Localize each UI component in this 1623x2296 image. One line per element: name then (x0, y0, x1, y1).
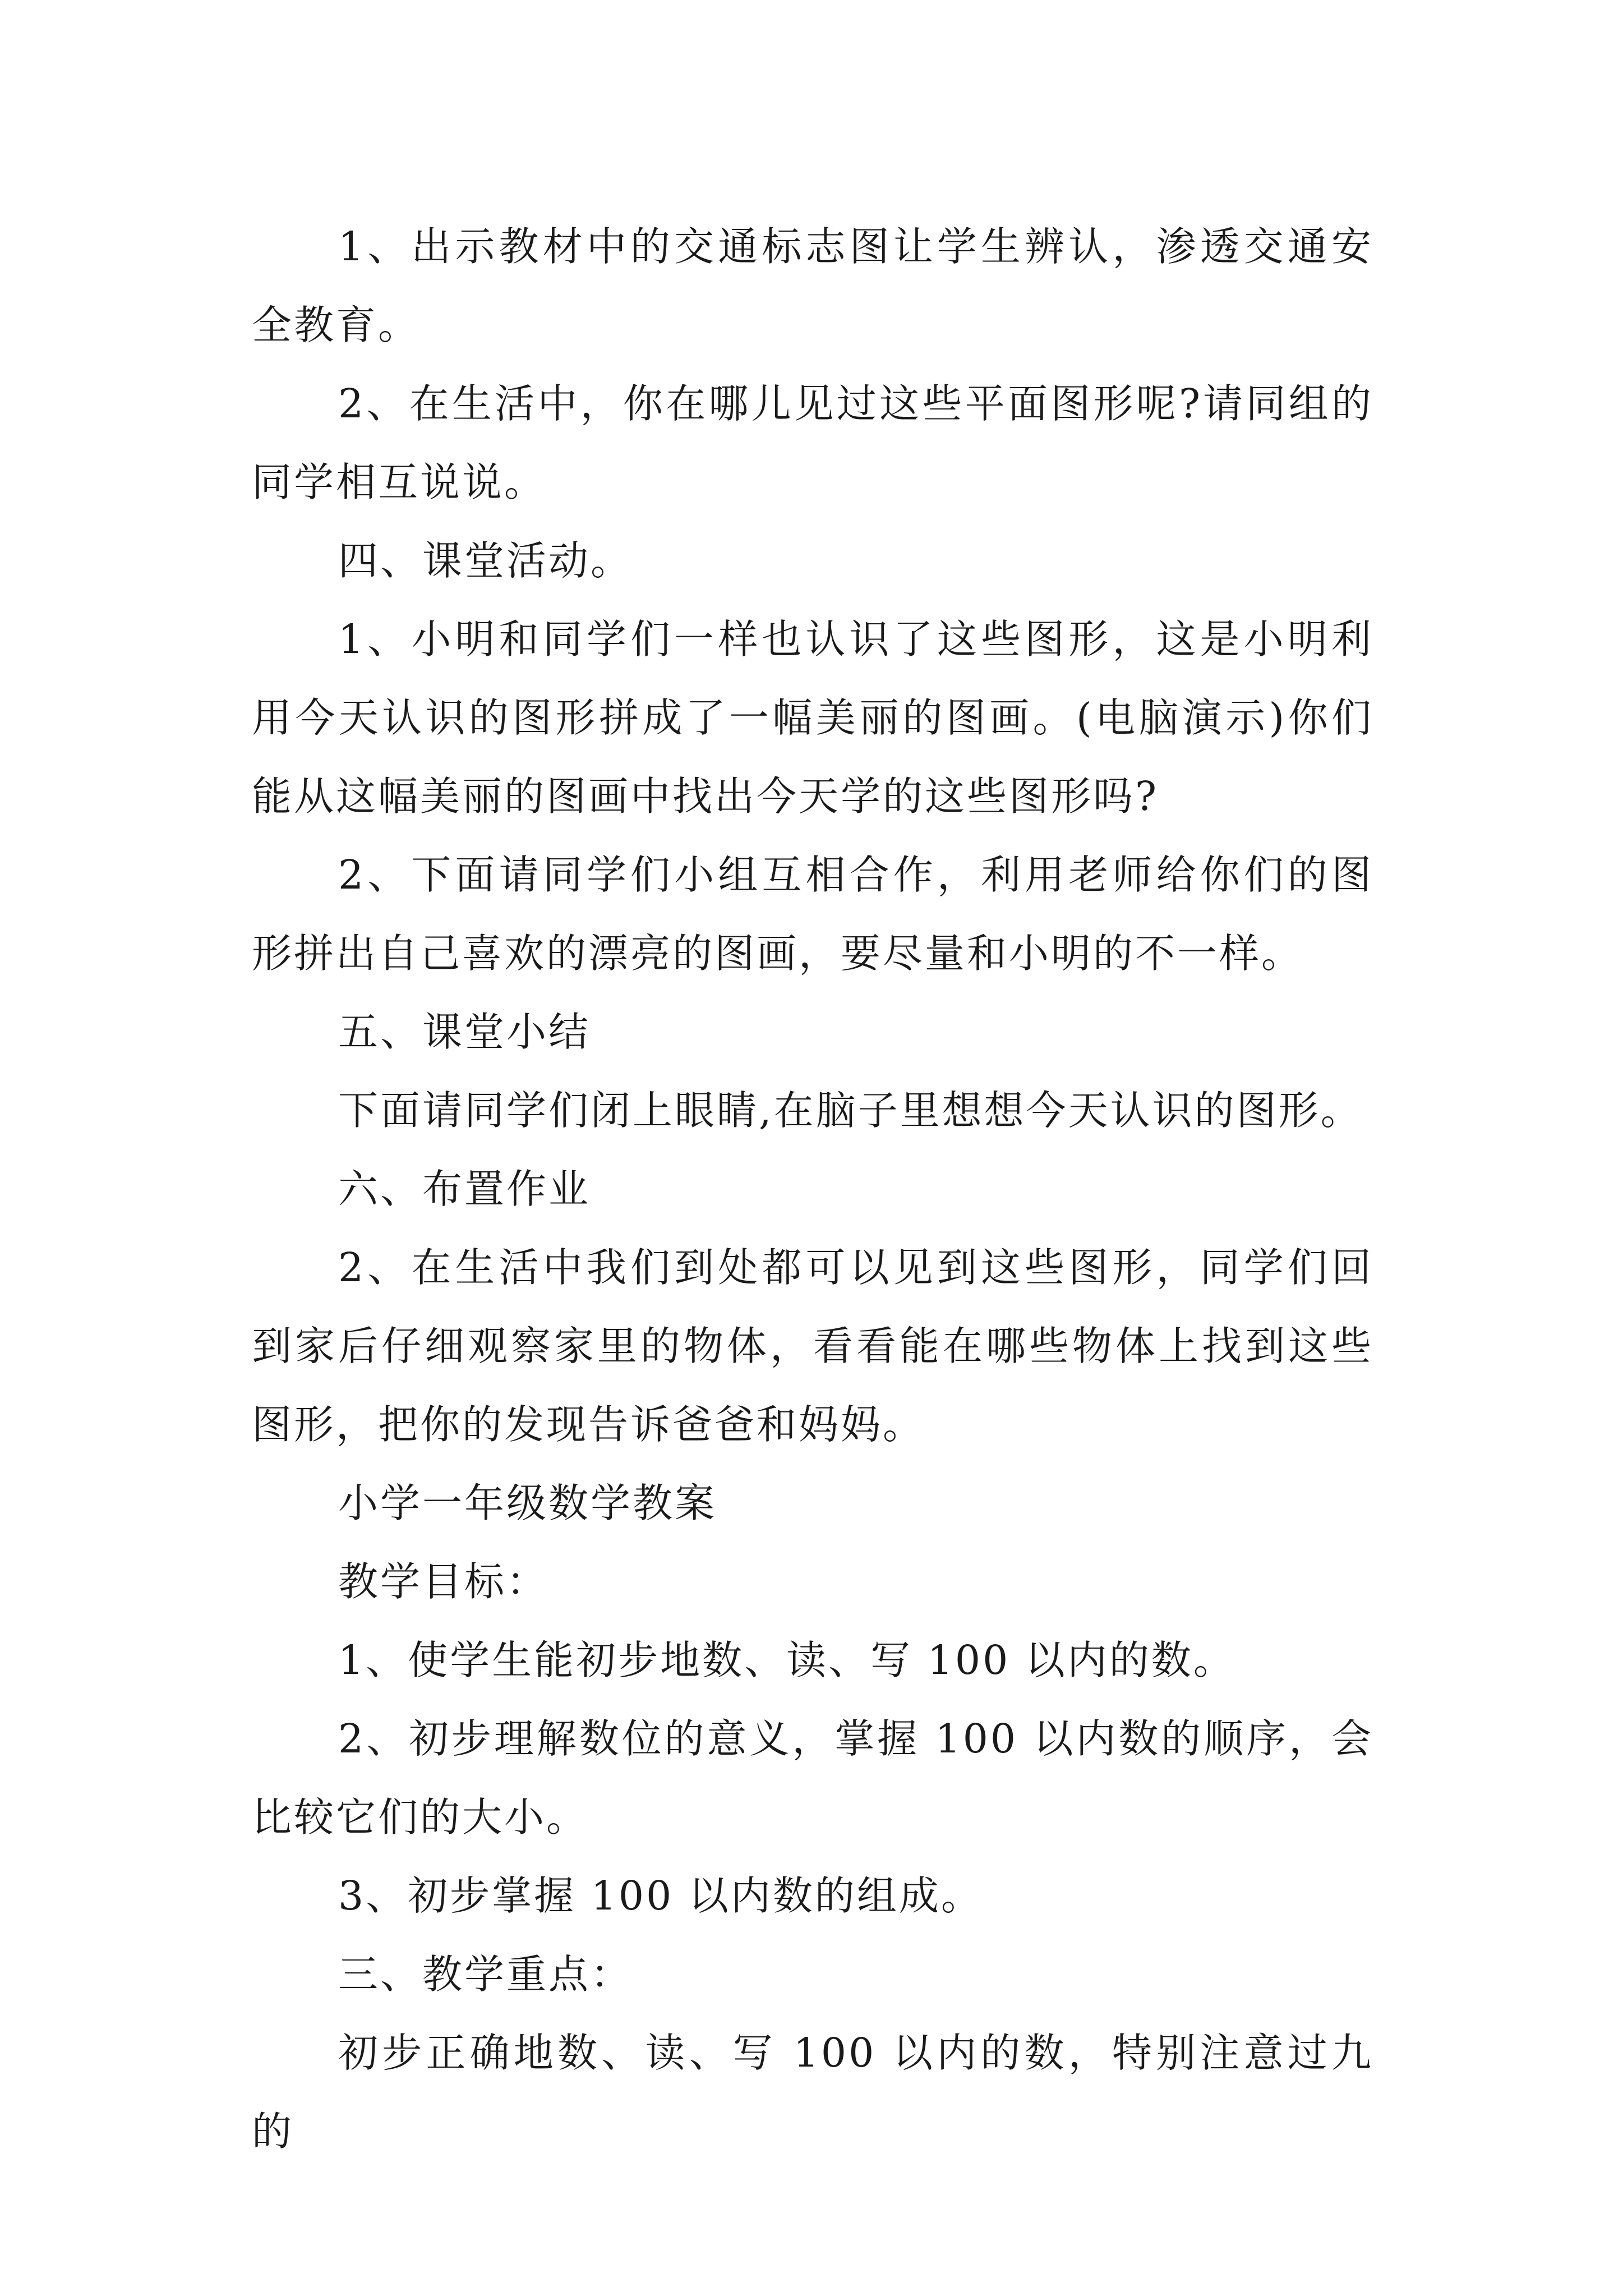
paragraph-xiaoming-picture: 1、小明和同学们一样也认识了这些图形，这是小明利用今天认识的图形拼成了一幅美丽的图画。(电脑演示)你们能从这幅美丽的图画中找出今天学的这些图形吗? (252, 616, 1373, 820)
goal-item-1: 1、使学生能初步地数、读、写 100 以内的数。 (338, 1637, 1235, 1683)
heading-teaching-focus: 三、教学重点： (338, 1951, 633, 1998)
goal-item-3: 3、初步掌握 100 以内数的组成。 (338, 1872, 983, 1919)
paragraph-teaching-focus: 初步正确地数、读、写 100 以内的数，特别注意过九的 (252, 2030, 1373, 2155)
heading-class-activity: 四、课堂活动。 (338, 537, 633, 584)
goal-item-2: 2、初步理解数位的意义，掌握 100 以内数的顺序，会比较它们的大小。 (252, 1715, 1373, 1841)
paragraph-traffic-signs: 1、出示教材中的交通标志图让学生辨认，渗透交通安全教育。 (252, 223, 1373, 348)
paragraph-group-cooperation: 2、下面请同学们小组互相合作，利用老师给你们的图形拼出自己喜欢的漂亮的图画，要尽量和小明的不一样。 (252, 852, 1373, 977)
paragraph-close-eyes: 下面请同学们闭上眼睛,在脑子里想想今天认识的图形。 (338, 1087, 1363, 1134)
heading-teaching-goals: 教学目标： (338, 1558, 549, 1605)
heading-homework: 六、布置作业 (338, 1166, 591, 1212)
lesson-plan-title: 小学一年级数学教案 (338, 1480, 717, 1526)
paragraph-homework-task: 2、在生活中我们到处都可以见到这些图形，同学们回到家后仔细观察家里的物体，看看能在哪些物体上找到这些图形，把你的发现告诉爸爸和妈妈。 (252, 1244, 1373, 1448)
heading-class-summary: 五、课堂小结 (338, 1009, 591, 1055)
paragraph-where-seen-shapes: 2、在生活中，你在哪儿见过这些平面图形呢?请同组的同学相互说说。 (252, 380, 1373, 505)
document-body (252, 208, 1373, 2171)
